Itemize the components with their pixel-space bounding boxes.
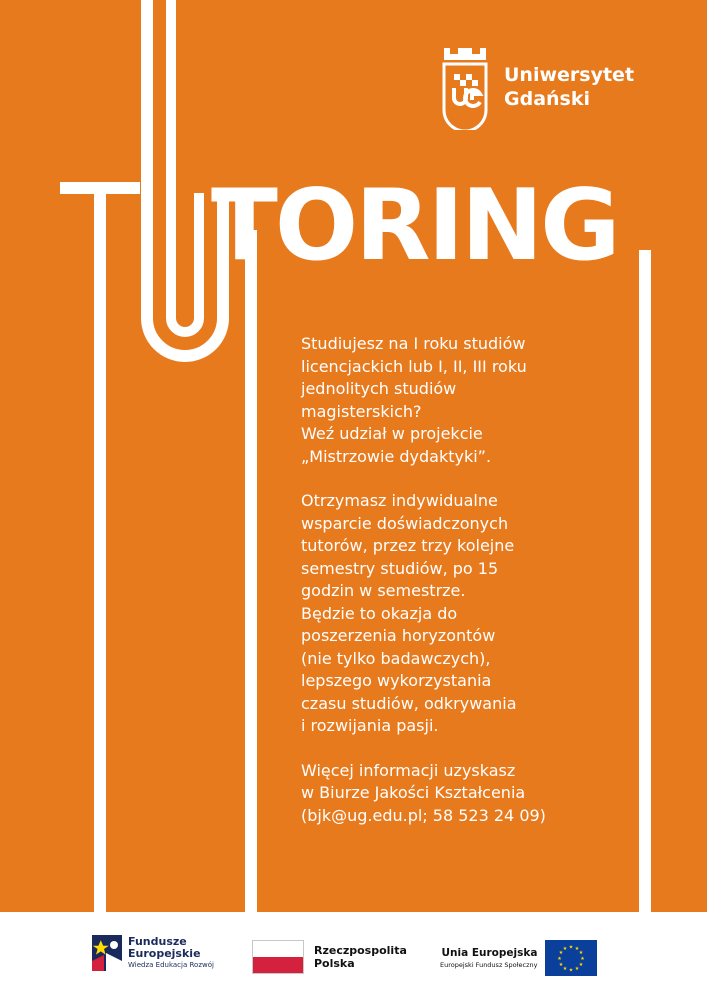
text-line: „Mistrzowie dydaktyki”. xyxy=(301,446,492,466)
university-logo xyxy=(440,44,634,130)
fundusze-europejskie-logo xyxy=(92,935,214,971)
text-line: poszerzenia horyzontów xyxy=(301,626,496,645)
svg-text:★: ★ xyxy=(580,956,586,962)
paragraph-intro xyxy=(301,333,621,468)
svg-text:★: ★ xyxy=(559,950,564,956)
pl-line1: Rzeczpospolita xyxy=(314,944,407,957)
svg-text:★: ★ xyxy=(569,944,574,951)
body-text xyxy=(301,333,621,849)
text-line: magisterskich? xyxy=(301,401,422,421)
text-line: Będzie to okazja do xyxy=(301,603,458,623)
svg-text:★: ★ xyxy=(575,966,580,972)
text-line: w Biurze Jakości Kształcenia xyxy=(301,783,526,802)
text-line: Studiujesz na I roku studiów xyxy=(301,334,526,353)
svg-text:★: ★ xyxy=(579,950,584,956)
eu-line1: Unia Europejska xyxy=(441,947,538,959)
title-rest: TORING xyxy=(211,169,618,283)
logo-line1: Uniwersytet xyxy=(504,64,635,86)
text-line: Więcej informacji uzyskasz xyxy=(301,760,516,780)
svg-text:★: ★ xyxy=(563,966,568,972)
polish-flag-icon xyxy=(252,940,304,974)
text-line: (nie tylko badawczych), xyxy=(301,648,491,668)
fe-line1: Fundusze xyxy=(128,935,187,948)
text-line: semestry studiów, po 15 xyxy=(301,558,499,578)
svg-text:★: ★ xyxy=(569,967,574,974)
paragraph-contact xyxy=(301,760,621,828)
svg-text:★: ★ xyxy=(579,962,584,968)
eu-logo xyxy=(440,940,597,976)
svg-text:★: ★ xyxy=(559,962,564,968)
t-stem-line xyxy=(94,193,106,912)
paragraph-offer xyxy=(301,490,621,738)
svg-text:★: ★ xyxy=(575,946,580,952)
text-line: lepszego wykorzystania xyxy=(301,671,492,690)
text-line: Weź udział w projekcie xyxy=(301,424,483,443)
g-stem-line xyxy=(639,250,651,912)
rzeczpospolita-logo xyxy=(252,940,407,974)
text-line: Otrzymasz indywidualne xyxy=(301,491,498,510)
pl-line2: Polska xyxy=(314,957,355,970)
eu-flag-icon xyxy=(545,940,597,976)
text-line: wsparcie doświadczonych xyxy=(301,513,509,533)
fe-line2: Europejskie xyxy=(128,947,201,960)
t2-stem-line xyxy=(245,230,257,912)
contact-line: (bjk@ug.edu.pl; 58 523 24 09) xyxy=(301,805,546,825)
svg-text:★: ★ xyxy=(563,946,568,952)
text-line: czasu studiów, odkrywania xyxy=(301,693,517,713)
t-crossbar xyxy=(60,182,140,194)
logo-line2: Gdański xyxy=(504,88,591,110)
text-line: jednolitych studiów xyxy=(301,379,457,398)
eu-line2: Europejski Fundusz Społeczny xyxy=(440,961,538,969)
university-crest-icon xyxy=(440,44,490,130)
u-line-inner xyxy=(171,0,199,332)
fundusze-europejskie-icon xyxy=(92,935,122,971)
text-line: tutorów, przez trzy kolejne xyxy=(301,536,515,555)
svg-text:★: ★ xyxy=(557,956,563,962)
text-line: godzin w semestrze. xyxy=(301,581,466,600)
text-line: licencjackich lub I, II, III roku xyxy=(301,356,527,376)
text-line: i rozwijania pasji. xyxy=(301,716,439,735)
fe-line3: Wiedza Edukacja Rozwój xyxy=(128,961,214,969)
